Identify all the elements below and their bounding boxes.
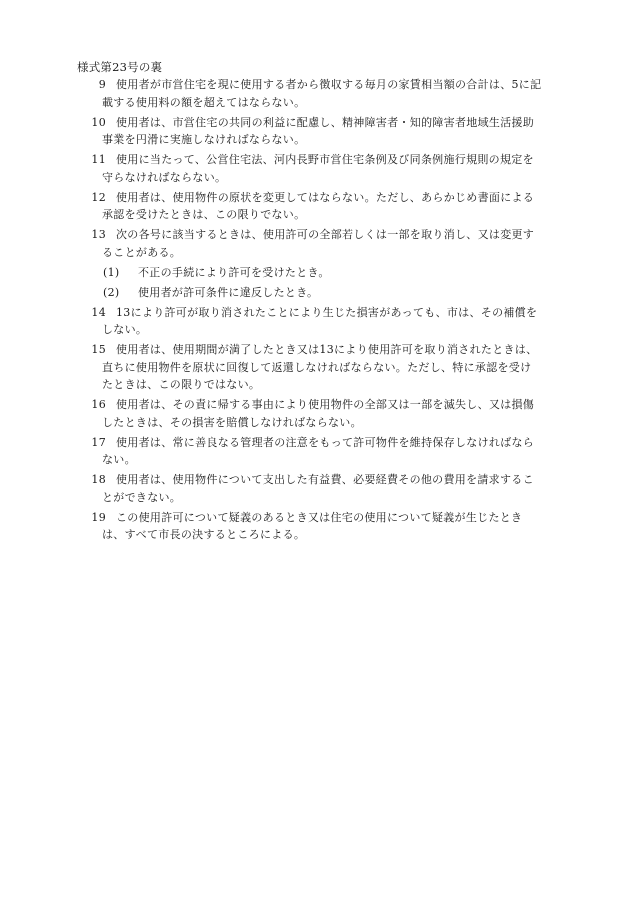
clause-11 <box>82 151 554 186</box>
form-title: 様式第23号の裏 <box>77 60 163 74</box>
clause-text-line: 守らなければならない。 <box>102 170 227 184</box>
clause-text-line: 使用者は、使用物件の原状を変更してはならない。ただし、あらかじめ書面による <box>116 190 535 204</box>
clause-number: 12 <box>91 190 106 204</box>
clause-number: 10 <box>91 115 106 129</box>
clause-text-line: しない。 <box>102 323 148 336</box>
clause-text-line: 使用者は、常に善良なる管理者の注意をもって許可物件を維持保存しなければなら <box>116 435 535 449</box>
clause-number: 15 <box>91 343 106 356</box>
clause-9 <box>82 76 554 111</box>
clause-17 <box>82 434 554 469</box>
clause-13-subitem-1 <box>82 264 554 282</box>
clause-text-line: したときは、その損害を賠償しなければならない。 <box>102 415 362 429</box>
clause-text-line: 使用者は、使用物件について支出した有益費、必要経費その他の費用を請求するこ <box>116 473 534 486</box>
clause-number: 11 <box>91 153 106 166</box>
clause-12 <box>82 189 554 224</box>
clause-number: 13 <box>91 228 106 241</box>
clause-number: 14 <box>91 305 106 319</box>
clause-text-line: 使用者は、その責に帰する事由により使用物件の全部又は一部を滅失し、又は損傷 <box>116 398 535 411</box>
clause-text-line: とができない。 <box>102 490 182 504</box>
clause-text-line: 使用者は、市営住宅の共同の利益に配慮し、精神障害者・知的障害者地域生活援助 <box>116 115 535 129</box>
clause-text-line: ない。 <box>102 453 136 466</box>
subitem-text: 不正の手続により許可を受けたとき。 <box>138 265 330 279</box>
clause-18 <box>82 471 554 506</box>
clause-text-line: 使用に当たって、公営住宅法、河内長野市営住宅条例及び同条例施行規則の規定を <box>116 153 534 166</box>
clause-13 <box>82 226 554 261</box>
subitem-text: 使用者が許可条件に違反したとき。 <box>138 285 319 299</box>
clause-16 <box>82 396 554 431</box>
clause-text-line: この使用許可について疑義のあるとき又は住宅の使用について疑義が生じたとき <box>116 510 523 524</box>
clause-text-line: 使用者は、使用期間が満了したとき又は13により使用許可を取り消されたときは、 <box>116 343 538 356</box>
clause-number: 18 <box>91 473 106 486</box>
clause-text-line: 次の各号に該当するときは、使用許可の全部若しくは一部を取り消し、又は変更す <box>116 228 535 241</box>
clause-number: 9 <box>98 78 106 91</box>
clause-15 <box>82 341 554 394</box>
subitem-number: (1) <box>103 265 120 279</box>
subitem-number: (2) <box>103 285 120 299</box>
clause-13-subitem-2 <box>82 284 554 302</box>
clause-text-line: 事業を円滑に実施しなければならない。 <box>102 133 306 146</box>
clause-text-line: 13により許可が取り消されたことにより生じた損害があっても、市は、その補償を <box>116 305 538 319</box>
clause-number: 16 <box>91 398 106 411</box>
clause-text-line: は、すべて市長の決するところによる。 <box>102 528 306 541</box>
clause-19 <box>82 509 554 544</box>
clause-list <box>82 76 554 546</box>
clause-text-line: 承認を受けたときは、この限りでない。 <box>102 208 306 221</box>
clause-number: 17 <box>91 435 106 449</box>
clause-number: 19 <box>91 510 106 524</box>
clause-14 <box>82 304 554 339</box>
clause-text-line: たときは、この限りではない。 <box>102 378 261 391</box>
clause-text-line: 載する使用料の額を超えてはならない。 <box>102 95 306 109</box>
clause-text-line: 使用者が市営住宅を現に使用する者から徴収する毎月の家賃相当額の合計は、5に記 <box>116 78 542 91</box>
clause-text-line: 直ちに使用物件を原状に回復して返還しなければならない。ただし、特に承認を受け <box>102 360 532 374</box>
clause-10 <box>82 114 554 149</box>
clause-text-line: ることがある。 <box>102 245 182 259</box>
